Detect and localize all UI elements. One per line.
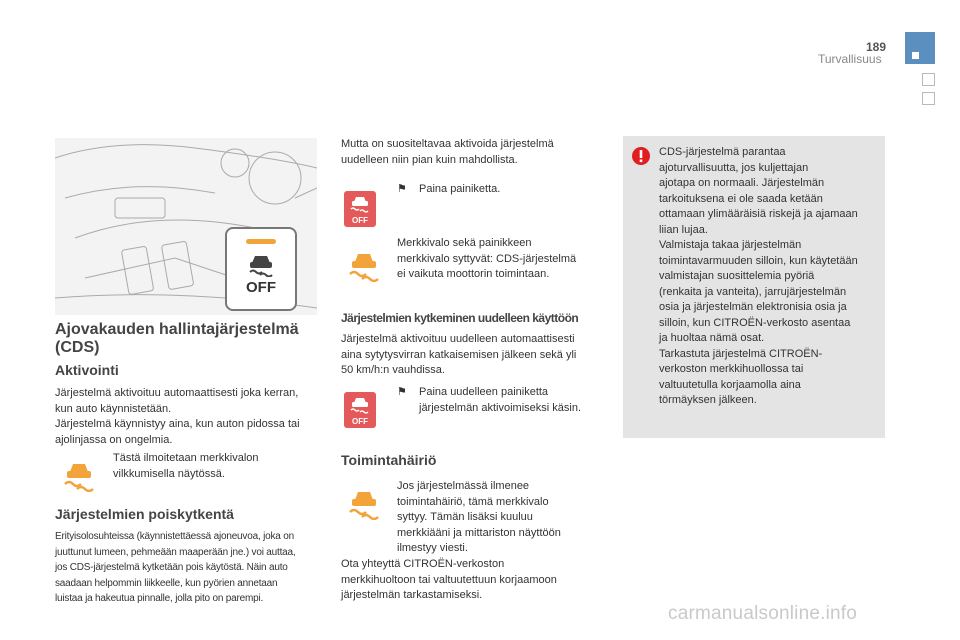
bullet-icon: ⚑ xyxy=(397,386,407,398)
warning-icon xyxy=(631,146,651,166)
malfunction-line: syttyy. Tämän lisäksi kuuluu xyxy=(397,511,533,523)
warning-line: verkoston merkkihuollossa tai xyxy=(659,363,804,375)
warning-line: Tarkastuta järjestelmä CITROËN- xyxy=(659,347,823,360)
tab-box xyxy=(922,92,935,105)
page-number: 189 xyxy=(866,40,887,54)
bullet-icon: ⚑ xyxy=(397,183,407,195)
deactivation-line: jos CDS-järjestelmä kytketään pois käytöstä. Näin auto xyxy=(55,562,288,573)
malfunction-line: toimintahäiriö, tämä merkkivalo xyxy=(397,495,549,508)
deactivation-line: juuttunut lumeen, pehmeään maaperään jne.) voi auttaa, xyxy=(55,546,296,558)
press-again-line-1: Paina uudelleen painiketta xyxy=(419,386,549,398)
contact-line: merkkihuoltoon tai valtuutettuun korjaamoon xyxy=(341,573,557,586)
section-tab xyxy=(905,32,935,64)
warning-line: ottamaan ylimääräisiä riskejä ja ajamaan xyxy=(659,208,858,220)
warning-line: valtuutetulla korjaamolla aina xyxy=(659,378,801,391)
activation-text-2: Järjestelmä käynnistyy aina, kun auton pidossa tai ajolinjassa on ongelmia. xyxy=(55,418,300,446)
cds-off-badge-icon xyxy=(344,392,376,428)
contact-line: Ota yhteyttä CITROËN-verkoston xyxy=(341,558,505,570)
press-again-line-2: järjestelmän aktivoimiseksi käsin. xyxy=(419,401,581,414)
warning-line: toimintavarmuuden silloin, kun käytetään xyxy=(659,254,858,267)
malfunction-line: merkkiääni ja mittariston näyttöön xyxy=(397,526,561,539)
deactivation-line: luistaa ja hakeutua pinnalle, jolla pito on parempi. xyxy=(55,593,264,604)
warning-line: ja huoltaa nämä osat. xyxy=(659,332,765,344)
cds-off-badge-icon xyxy=(344,191,376,227)
button-indicator-light xyxy=(246,239,276,244)
warning-line: liian lujaa. xyxy=(659,223,708,236)
footer-watermark: carmanualsonline.info xyxy=(668,603,858,624)
cds-malfunction-icon xyxy=(347,486,381,520)
malfunction-line: Jos järjestelmässä ilmenee xyxy=(397,480,530,492)
section-tab-marker xyxy=(912,52,919,59)
warning-line: tarkoituksena ei ole saada ketään xyxy=(659,192,823,205)
cds-off-button-illustration xyxy=(225,227,297,311)
warning-line: valmistajan suosittelemia pyöriä xyxy=(659,270,815,282)
cds-indicator-icon xyxy=(347,248,381,282)
section-title: Turvallisuus xyxy=(818,52,882,66)
indicator-text-1: Tästä ilmoitetaan merkkivalon xyxy=(113,452,259,464)
warning-line: (renkaita ja vanteita), jarrujärjestelmän xyxy=(659,285,847,298)
indicator-desc-line: merkkivalo syttyvät: CDS-järjestelmä xyxy=(397,252,577,265)
tab-box xyxy=(922,73,935,86)
reactivation-line: aina sytytysvirran katkaisemisen jälkeen sekä yli xyxy=(341,348,577,361)
warning-line: törmäyksen jälkeen. xyxy=(659,394,757,406)
warning-line: Valmistaja takaa järjestelmän xyxy=(659,239,802,251)
badge-off-label: OFF xyxy=(352,417,368,426)
press-button-text: Paina painiketta. xyxy=(419,183,501,195)
deactivation-line: Erityisolosuhteissa (käynnistettäessä ajoneuvoa, joka on xyxy=(55,531,294,542)
malfunction-line: ilmestyy viesti. xyxy=(397,542,468,554)
reactivation-heading: Järjestelmien kytkeminen uudelleen käyttöön xyxy=(341,311,579,325)
deactivation-heading: Järjestelmien poiskytkentä xyxy=(55,506,234,522)
indicator-text-2: vilkkumisella näytössä. xyxy=(113,467,225,480)
warning-line: silloin, kun CITROËN-verkosto asentaa xyxy=(659,316,851,329)
indicator-desc-line: Merkkivalo sekä painikkeen xyxy=(397,237,532,249)
reactivation-line: 50 km/h:n vauhdissa. xyxy=(341,364,445,376)
page-title: Ajovakauden hallintajärjestelmä (CDS) xyxy=(55,321,299,356)
intro-line-1: Mutta on suositeltavaa aktivoida järjestelmä xyxy=(341,138,554,150)
skid-car-icon xyxy=(247,253,275,277)
warning-line: ajoturvallisuutta, jos kuljettajan xyxy=(659,161,809,174)
deactivation-line: saadaan helpommin liikkeelle, kun pyörien annetaan xyxy=(55,577,278,589)
intro-line-2: uudelleen niin pian kuin mahdollista. xyxy=(341,153,518,166)
contact-line: järjestelmän tarkastamiseksi. xyxy=(341,589,483,601)
warning-line: CDS-järjestelmä parantaa xyxy=(659,146,786,158)
malfunction-heading: Toimintahäiriö xyxy=(341,452,437,468)
button-off-label: OFF xyxy=(246,279,276,296)
reactivation-line: Järjestelmä aktivoituu uudelleen automaattisesti xyxy=(341,333,575,345)
indicator-desc-line: ei vaikuta moottorin toimintaan. xyxy=(397,268,550,280)
activation-heading: Aktivointi xyxy=(55,362,119,378)
warning-line: osia ja järjestelmän elektronisia osia ja xyxy=(659,301,847,313)
cds-indicator-icon xyxy=(62,458,96,492)
badge-off-label: OFF xyxy=(352,216,368,225)
warning-line: ajotapa on normaali. Järjestelmän xyxy=(659,177,825,189)
activation-text-1: Järjestelmä aktivoituu automaattisesti joka kerran, kun auto käynnistetään. xyxy=(55,387,299,415)
